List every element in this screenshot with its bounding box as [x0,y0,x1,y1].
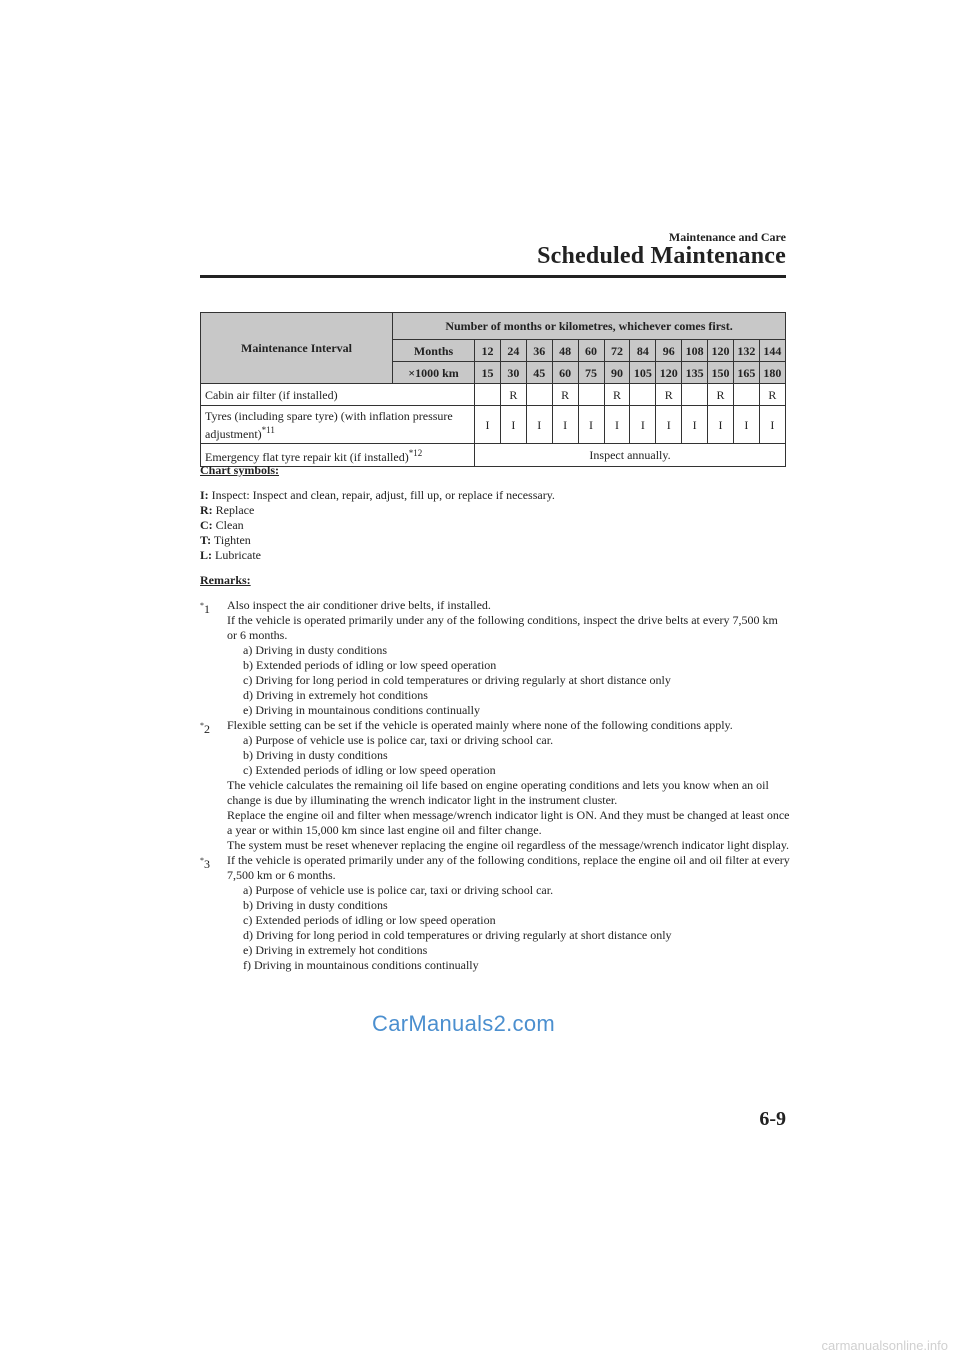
remark-subitem: a) Driving in dusty conditions [243,643,387,657]
item-label: Tyres (including spare tyre) (with inflation pressure adjustment) [205,408,453,441]
km-label: ×1000 km [393,362,475,384]
schedule-cell: I [552,406,578,444]
schedule-cell: R [604,384,630,406]
km-cell: 45 [526,362,552,384]
chart-symbols-heading: Chart symbols: [200,463,280,477]
months-cell: 132 [733,340,759,362]
km-cell: 105 [630,362,656,384]
remark-intro: Also inspect the air conditioner drive belts, if installed. [227,598,491,612]
symbol-key: R: [200,503,213,517]
symbol-item [200,533,555,548]
chart-symbols-list [200,488,555,563]
schedule-cell: I [475,406,501,444]
remark-number: 2 [204,722,210,736]
interval-label: Maintenance Interval [201,313,393,384]
months-label: Months [393,340,475,362]
remark-marker: *1 [200,601,210,616]
km-cell: 150 [708,362,734,384]
bottom-watermark: carmanualsonline.info [821,1338,948,1353]
remark-subitem: b) Driving in dusty conditions [243,898,388,912]
schedule-cell: R [656,384,682,406]
remark-body [227,598,790,718]
months-cell: 72 [604,340,630,362]
symbol-item [200,518,555,533]
symbol-key: I: [200,488,209,502]
months-cell: 12 [475,340,501,362]
months-cell: 108 [682,340,708,362]
schedule-cell: I [708,406,734,444]
item-cell [201,406,475,444]
schedule-cell [526,384,552,406]
symbol-text: Lubricate [215,548,261,562]
remark-subitem: b) Extended periods of idling or low speed operation [243,658,497,672]
remark-intro: Flexible setting can be set if the vehicle is operated mainly where none of the following conditions apply. [227,718,733,732]
remark-marker: *2 [200,721,210,736]
schedule-cell: R [708,384,734,406]
item-label: Emergency flat tyre repair kit (if installed) [205,450,409,464]
km-cell: 90 [604,362,630,384]
symbol-text: Tighten [213,533,251,547]
remark-subitem: e) Driving in mountainous conditions continually [243,703,480,717]
km-cell: 15 [475,362,501,384]
footnote-marker: *12 [408,448,423,458]
km-cell: 75 [578,362,604,384]
table-row [201,444,786,467]
symbol-text: Inspect: Inspect and clean, repair, adjust, fill up, or replace if necessary. [211,488,555,502]
remark-subitem: d) Driving in extremely hot conditions [243,688,428,702]
remark-subitem: c) Extended periods of idling or low speed operation [243,913,496,927]
km-cell: 60 [552,362,578,384]
months-cell: 144 [759,340,785,362]
schedule-cell: I [759,406,785,444]
months-cell: 96 [656,340,682,362]
km-cell: 135 [682,362,708,384]
watermark: CarManuals2.com [372,1011,556,1036]
schedule-cell: I [656,406,682,444]
remark-note [200,598,790,718]
remark-subitem: c) Extended periods of idling or low speed operation [243,763,496,777]
remark-line: The system must be reset whenever replacing the engine oil regardless of the message/wrench indicator light display. [227,838,790,852]
symbol-text: Replace [215,503,255,517]
remark-line: The vehicle calculates the remaining oil life based on engine operating conditions and lets you know when an oil change is due by illuminating the wrench indicator light in the instrument cluster. [227,778,769,807]
schedule-cell: I [733,406,759,444]
schedule-cell: I [630,406,656,444]
remark-subitem: d) Driving for long period in cold temperatures or driving regularly at short distance only [243,928,672,942]
footnote-number: 12 [413,448,423,458]
item-label: Cabin air filter (if installed) [205,387,338,402]
remarks-list [200,598,790,973]
span-header: Number of months or kilometres, whichever comes first. [393,313,786,340]
schedule-cell: I [604,406,630,444]
schedule-cell: R [500,384,526,406]
schedule-cell: R [552,384,578,406]
symbol-item [200,488,555,503]
symbol-key: C: [200,518,213,532]
schedule-cell [630,384,656,406]
remark-subitem: f) Driving in mountainous conditions continually [243,958,479,972]
months-cell: 24 [500,340,526,362]
item-cell [201,384,475,406]
remark-subitem: a) Purpose of vehicle use is police car, taxi or driving school car. [243,883,554,897]
months-cell: 36 [526,340,552,362]
footnote-number: 11 [266,424,275,435]
remark-intro: If the vehicle is operated primarily under any of the following conditions, replace the engine oil and oil filter at every 7,500 km or 6 months. [227,853,790,882]
symbol-item [200,503,555,518]
symbol-key: L: [200,548,212,562]
schedule-cell: I [578,406,604,444]
months-cell: 60 [578,340,604,362]
remark-subitem: c) Driving for long period in cold temperatures or driving regularly at short distance only [243,673,671,687]
remark-number: 1 [204,602,210,616]
remark-line: Replace the engine oil and filter when message/wrench indicator light is ON. And they must be changed at least once a year or within 15,000 km since last engine oil and filter change. [227,808,790,837]
remark-marker: *3 [200,856,210,871]
table-row [201,406,786,444]
remark-body [227,718,790,853]
remark-number: 3 [204,857,210,871]
remark-body [227,853,790,973]
symbol-text: Clean [215,518,244,532]
schedule-cell [682,384,708,406]
schedule-cell [733,384,759,406]
remark-note [200,853,790,973]
symbol-key: T: [200,533,212,547]
km-cell: 30 [500,362,526,384]
months-cell: 84 [630,340,656,362]
schedule-cell: I [526,406,552,444]
months-cell: 48 [552,340,578,362]
remark-line: If the vehicle is operated primarily under any of the following conditions, inspect the drive belts at every 7,500 km or 6 months. [227,613,778,642]
remark-subitem: e) Driving in extremely hot conditions [243,943,428,957]
remark-subitem: a) Purpose of vehicle use is police car, taxi or driving school car. [243,733,554,747]
page-number: 6-9 [759,1108,786,1130]
remarks-heading: Remarks: [200,573,251,587]
km-cell: 120 [656,362,682,384]
months-cell: 120 [708,340,734,362]
table-row [201,384,786,406]
remark-subitem: b) Driving in dusty conditions [243,748,388,762]
symbol-item [200,548,555,563]
schedule-cell: R [759,384,785,406]
section-title: Maintenance and Care [668,230,786,244]
kit-inspection-cell: Inspect annually. [475,444,786,467]
page-title: Scheduled Maintenance [537,243,786,269]
maintenance-table [200,312,786,467]
km-cell: 165 [733,362,759,384]
footnote-marker: *11 [261,424,275,435]
schedule-cell: I [682,406,708,444]
schedule-cell: I [500,406,526,444]
km-cell: 180 [759,362,785,384]
schedule-cell [475,384,501,406]
remark-note [200,718,790,853]
schedule-cell [578,384,604,406]
header-rule [200,275,786,278]
